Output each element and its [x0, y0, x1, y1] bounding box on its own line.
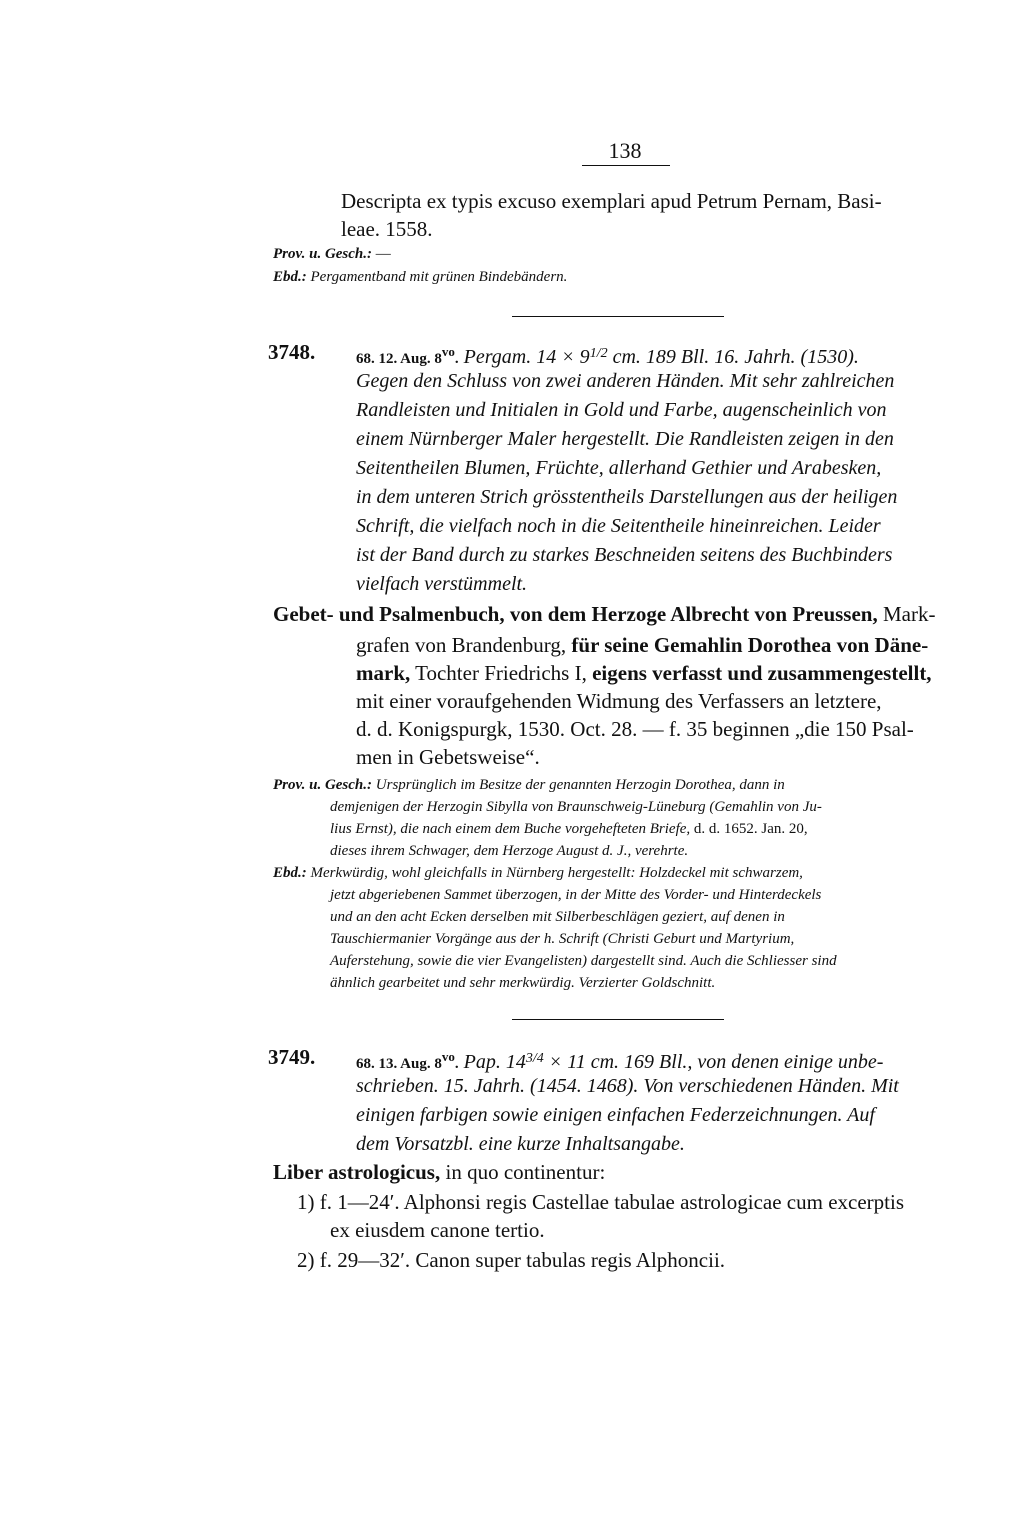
- description-line: vielfach verstümmelt.: [356, 573, 528, 595]
- binding-label: Ebd.:: [273, 865, 307, 881]
- list-item-continuation: ex eiusdem canone tertio.: [330, 1218, 545, 1242]
- description-line: Gegen den Schluss von zwei anderen Händen. Mit sehr zahlreichen: [356, 370, 895, 392]
- title-line-4: mit einer voraufgehenden Widmung des Verfassers an letztere,: [356, 689, 882, 713]
- physical-description: Pap. $14^{3/4} \times 11$ cm. 169 Bll., von denen einige unbe-: [463, 1051, 884, 1073]
- intro-line-1: Descripta ex typis excuso exemplari apud Petrum Pernam, Basi-: [341, 189, 882, 213]
- work-title: Liber astrologicus, in quo continentur:: [273, 1160, 606, 1184]
- description-line: ist der Band durch zu starkes Beschneiden seitens des Buchbinders: [356, 544, 893, 566]
- intro-line-2: leae. 1558.: [341, 217, 433, 241]
- entry-number: 3748.: [268, 340, 316, 364]
- binding-line: jetzt abgeriebenen Sammet überzogen, in der Mitte des Vorder- und Hinterdeckels: [330, 887, 822, 903]
- intro-binding: [273, 263, 567, 291]
- binding-text: Pergamentband mit grünen Bindebändern.: [310, 269, 568, 285]
- provenance-label: Prov. u. Gesch.:: [273, 777, 373, 793]
- description-line: Seitentheilen Blumen, Früchte, allerhand Gethier und Arabesken,: [356, 457, 882, 479]
- list-item: 2) f. 29—32′. Canon super tabulas regis Alphoncii.: [297, 1248, 726, 1272]
- binding-line: Ebd.: Merkwürdig, wohl gleichfalls in Nürnberg hergestellt: Holzdeckel mit schwarzem,: [273, 865, 803, 881]
- title-line-1: Gebet- und Psalmenbuch, von dem Herzoge Albrecht von Preussen, Mark-: [273, 602, 936, 626]
- title-line-6: men in Gebetsweise“.: [356, 745, 540, 769]
- binding-line: und an den acht Ecken derselben mit Silberbeschlägen geziert, auf denen in: [330, 909, 785, 925]
- entry-3748-header: [268, 338, 315, 366]
- provenance-line: dieses ihrem Schwager, dem Herzoge August d. J., verehrte.: [330, 843, 689, 859]
- provenance-line: lius Ernst), die nach einem dem Buche vorgehefteten Briefe, d. d. 1652. Jan. 20,: [330, 821, 808, 837]
- description-line: dem Vorsatzbl. eine kurze Inhaltsangabe.: [356, 1133, 685, 1155]
- provenance-date: d. d. 1652. Jan. 20,: [693, 821, 808, 837]
- list-item: 1) f. 1—24′. Alphonsi regis Castellae tabulae astrologicae cum excerptis: [297, 1190, 905, 1214]
- page-number: 138: [608, 138, 642, 163]
- separator-rule-1: [512, 316, 724, 317]
- title-line-3: mark, Tochter Friedrichs I, eigens verfasst und zusammengestellt,: [356, 661, 932, 685]
- binding-line: ähnlich gearbeitet und sehr merkwürdig. Verzierter Goldschnitt.: [330, 975, 716, 991]
- binding-line: Tauschiermanier Vorgänge aus der h. Schrift (Christi Geburt und Martyrium,: [330, 931, 795, 947]
- description-line: Schrift, die vielfach noch in die Seitentheile hineinreichen. Leider: [356, 515, 881, 537]
- separator-rule-2: [512, 1019, 724, 1020]
- shelfmark: 68. 13. Aug. 8vo.: [356, 1049, 459, 1072]
- title-line-5: d. d. Konigspurgk, 1530. Oct. 28. — f. 35 beginnen „die 150 Psal-: [356, 717, 914, 741]
- description-line: einigen farbigen sowie einigen einfachen Federzeichnungen. Auf: [356, 1104, 875, 1126]
- description-line: in dem unteren Strich grösstentheils Darstellungen aus der heiligen: [356, 486, 898, 508]
- description-line: schrieben. 15. Jahrh. (1454. 1468). Von verschiedenen Händen. Mit: [356, 1075, 899, 1097]
- header-rule: [582, 165, 670, 166]
- physical-description: Pergam. $14 \times 9^{1/2}$ cm. 189 Bll. 16. Jahrh. (1530).: [463, 346, 859, 368]
- shelfmark: 68. 12. Aug. 8vo.: [356, 344, 459, 367]
- description-line: Randleisten und Initialen in Gold und Farbe, augenscheinlich von: [356, 399, 887, 421]
- description-line: einem Nürnberger Maler hergestellt. Die Randleisten zeigen in den: [356, 428, 894, 450]
- provenance-line: demjenigen der Herzogin Sibylla von Braunschweig-Lüneburg (Gemahlin von Ju-: [330, 799, 822, 815]
- entry-3749-header: [268, 1043, 315, 1071]
- provenance-label: Prov. u. Gesch.:: [273, 246, 373, 262]
- title-line-2: grafen von Brandenburg, für seine Gemahlin Dorothea von Däne-: [356, 633, 929, 657]
- binding-line: Auferstehung, sowie die vier Evangelisten) dargestellt sind. Auch die Schliesser sind: [330, 953, 837, 969]
- provenance-text: —: [375, 246, 391, 262]
- provenance-line: Prov. u. Gesch.: Ursprünglich im Besitze der genannten Herzogin Dorothea, dann in: [273, 777, 785, 793]
- entry-number: 3749.: [268, 1045, 316, 1069]
- binding-label: Ebd.:: [273, 269, 307, 285]
